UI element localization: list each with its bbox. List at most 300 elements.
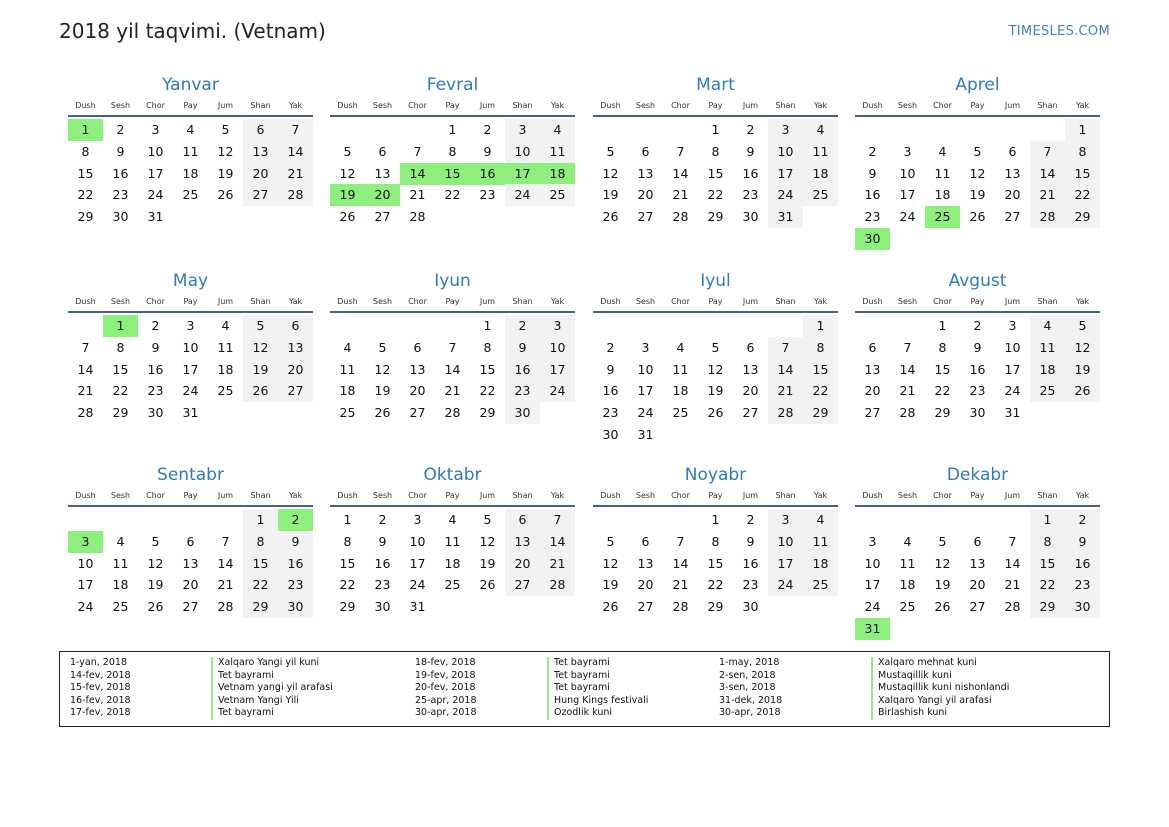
- legend-date: 25-apr, 2018: [415, 694, 477, 706]
- weekday-label: Chor: [671, 297, 690, 306]
- day-cell: 13: [637, 165, 654, 181]
- day-cell: 10: [899, 165, 916, 181]
- day-cell: 27: [742, 405, 759, 421]
- weekday-label: Pay: [708, 297, 723, 306]
- day-cell: 30: [112, 209, 129, 225]
- weekday-label: Jum: [1004, 297, 1021, 306]
- legend-date: 15-fev, 2018: [70, 682, 131, 694]
- day-cell: 16: [147, 361, 164, 377]
- day-cell: 15: [707, 165, 724, 181]
- day-cell: 27: [637, 209, 654, 225]
- day-cell: 1: [938, 318, 947, 333]
- weekday-label: Sesh: [110, 491, 131, 500]
- day-cell: 22: [479, 383, 496, 399]
- day-cell: 20: [182, 577, 199, 593]
- day-cell: 27: [637, 599, 654, 615]
- legend-date: 30-apr, 2018: [415, 707, 477, 719]
- day-cell: 6: [413, 339, 422, 355]
- weekday-header: [330, 297, 575, 313]
- weekday-label: Shan: [512, 491, 533, 500]
- day-cell: 11: [803, 531, 838, 553]
- day-cell: 9: [868, 165, 877, 181]
- day-cell: 7: [448, 339, 457, 355]
- legend-date: 20-fev, 2018: [415, 682, 476, 694]
- day-cell: 1: [1065, 119, 1100, 141]
- weekday-label: Jum: [742, 297, 759, 306]
- weekday-label: Pay: [183, 491, 198, 500]
- day-cell: 10: [540, 337, 575, 359]
- month-name: Avgust: [948, 271, 1007, 291]
- weekday-label: Jum: [479, 101, 496, 110]
- weekday-header: [68, 101, 313, 117]
- day-cell: 19: [243, 359, 278, 381]
- day-cell: 24: [637, 405, 654, 421]
- month-name: Mart: [696, 75, 735, 95]
- day-cell: 20: [278, 359, 313, 381]
- day-cell: 29: [479, 405, 496, 421]
- day-cell: 24: [182, 383, 199, 399]
- day-cell: 30: [969, 405, 986, 421]
- day-cell: 16: [864, 187, 881, 203]
- weekday-label: Dush: [600, 491, 621, 500]
- day-cell: 17: [899, 187, 916, 203]
- day-cell: 27: [969, 599, 986, 615]
- weekday-label: Dush: [600, 101, 621, 110]
- holiday-cell: 2: [278, 509, 313, 531]
- day-cell: 17: [147, 165, 164, 181]
- day-cell: 14: [540, 531, 575, 553]
- legend-dates-col-3: [719, 657, 782, 720]
- day-cell: 10: [505, 141, 540, 163]
- day-cell: 3: [1008, 318, 1017, 333]
- day-cell: 30: [374, 599, 391, 615]
- day-cell: 19: [602, 187, 619, 203]
- day-cell: 2: [1065, 509, 1100, 531]
- day-cell: 9: [505, 337, 540, 359]
- month-name: Oktabr: [423, 465, 482, 485]
- day-cell: 20: [243, 163, 278, 185]
- day-cell: 23: [112, 187, 129, 203]
- day-cell: 22: [77, 187, 94, 203]
- day-cell: 12: [147, 555, 164, 571]
- day-cell: 16: [742, 555, 759, 571]
- day-cell: 6: [378, 143, 387, 159]
- day-cell: 13: [1004, 165, 1021, 181]
- day-cell: 9: [483, 143, 492, 159]
- weekday-label: Chor: [408, 101, 427, 110]
- weekday-header: [330, 101, 575, 117]
- day-cell: 1: [243, 509, 278, 531]
- weekday-header: [593, 101, 838, 117]
- weekday-label: Chor: [933, 297, 952, 306]
- day-cell: 11: [803, 141, 838, 163]
- day-cell: 18: [182, 165, 199, 181]
- weekday-label: Chor: [146, 491, 165, 500]
- weekday-label: Pay: [183, 101, 198, 110]
- day-cell: 30: [147, 405, 164, 421]
- day-cell: 8: [448, 143, 457, 159]
- day-cell: 6: [505, 509, 540, 531]
- weekday-label: Dush: [75, 297, 96, 306]
- weekday-label: Yak: [813, 491, 828, 500]
- day-cell: 22: [112, 383, 129, 399]
- day-cell: 12: [479, 533, 496, 549]
- day-cell: 25: [217, 383, 234, 399]
- day-cell: 16: [374, 555, 391, 571]
- day-cell: 29: [1030, 596, 1065, 618]
- day-cell: 26: [147, 599, 164, 615]
- weekday-label: Chor: [933, 101, 952, 110]
- day-cell: 7: [676, 143, 685, 159]
- weekday-label: Shan: [250, 491, 271, 500]
- weekday-label: Pay: [445, 491, 460, 500]
- day-cell: 5: [711, 339, 720, 355]
- holiday-cell: 17: [505, 163, 540, 185]
- day-cell: 5: [973, 143, 982, 159]
- day-cell: 5: [221, 122, 230, 137]
- day-cell: 24: [768, 184, 803, 206]
- day-cell: 26: [602, 599, 619, 615]
- day-cell: 31: [1004, 405, 1021, 421]
- day-cell: 21: [672, 577, 689, 593]
- legend-holiday: Tet bayrami: [218, 707, 274, 719]
- holiday-cell: 16: [470, 163, 505, 185]
- day-cell: 23: [374, 577, 391, 593]
- legend-date: 18-fev, 2018: [415, 657, 476, 668]
- weekday-label: Jum: [479, 297, 496, 306]
- weekday-label: Yak: [288, 297, 303, 306]
- weekday-label: Sesh: [110, 101, 131, 110]
- day-cell: 2: [151, 318, 160, 333]
- month-name: Noyabr: [684, 465, 747, 485]
- weekday-label: Chor: [408, 297, 427, 306]
- legend-holiday: Ozodlik kuni: [554, 707, 612, 719]
- day-cell: 27: [1004, 209, 1021, 225]
- month-aprel: [855, 75, 1100, 275]
- day-cell: 8: [711, 533, 720, 549]
- weekday-label: Sesh: [635, 491, 656, 500]
- day-cell: 10: [637, 361, 654, 377]
- holiday-cell: 20: [365, 184, 400, 206]
- day-cell: 19: [217, 165, 234, 181]
- day-cell: 1: [803, 315, 838, 337]
- day-cell: 2: [746, 122, 755, 137]
- holiday-cell: 1: [68, 119, 103, 141]
- day-cell: 31: [637, 427, 654, 442]
- month-fevral: [330, 75, 575, 275]
- day-cell: 13: [182, 555, 199, 571]
- month-name: Sentabr: [157, 465, 224, 485]
- day-cell: 13: [278, 337, 313, 359]
- weekday-label: Pay: [708, 491, 723, 500]
- weekday-label: Pay: [970, 297, 985, 306]
- day-cell: 13: [374, 165, 391, 181]
- day-cell: 28: [768, 402, 803, 424]
- day-cell: 4: [221, 318, 230, 333]
- day-cell: 21: [444, 383, 461, 399]
- day-cell: 1: [448, 122, 457, 137]
- weekday-header: [68, 491, 313, 507]
- day-cell: 14: [77, 361, 94, 377]
- day-cell: 12: [243, 337, 278, 359]
- day-cell: 2: [746, 512, 755, 527]
- day-cell: 19: [1065, 359, 1100, 381]
- day-cell: 13: [969, 555, 986, 571]
- day-cell: 17: [77, 577, 94, 593]
- month-mart: [593, 75, 838, 275]
- day-cell: 25: [803, 184, 838, 206]
- legend-holiday: Mustaqillik kuni nishonlandi: [878, 682, 1010, 694]
- day-cell: 25: [540, 184, 575, 206]
- day-cell: 26: [243, 380, 278, 402]
- day-cell: 22: [339, 577, 356, 593]
- month-sentabr: [68, 465, 313, 665]
- day-cell: 4: [343, 339, 352, 355]
- day-cell: 14: [672, 165, 689, 181]
- day-cell: 14: [768, 359, 803, 381]
- legend-holiday: Vetnam yangi yil arafasi: [218, 682, 333, 694]
- weekday-label: Chor: [671, 491, 690, 500]
- day-cell: 4: [116, 533, 125, 549]
- holiday-cell: 18: [540, 163, 575, 185]
- day-cell: 15: [112, 361, 129, 377]
- day-cell: 28: [672, 599, 689, 615]
- day-cell: 21: [409, 187, 426, 203]
- weekday-label: Yak: [288, 491, 303, 500]
- day-cell: 18: [1030, 359, 1065, 381]
- legend-holiday: Birlashish kuni: [878, 707, 948, 719]
- day-cell: 22: [243, 574, 278, 596]
- day-cell: 12: [217, 143, 234, 159]
- day-cell: 29: [77, 209, 94, 225]
- day-cell: 15: [243, 553, 278, 575]
- day-cell: 20: [1004, 187, 1021, 203]
- day-cell: 27: [505, 574, 540, 596]
- legend-dates-col-1: [70, 657, 131, 720]
- day-cell: 18: [803, 553, 838, 575]
- day-cell: 30: [742, 599, 759, 615]
- day-cell: 28: [444, 405, 461, 421]
- day-cell: 20: [409, 383, 426, 399]
- day-cell: 6: [641, 143, 650, 159]
- weekday-label: Dush: [75, 491, 96, 500]
- day-cell: 7: [1008, 533, 1017, 549]
- day-cell: 23: [505, 380, 540, 402]
- legend-holiday: Xalqaro Yangi yil arafasi: [878, 694, 992, 706]
- day-cell: 23: [742, 577, 759, 593]
- day-cell: 29: [1065, 206, 1100, 228]
- weekday-label: Yak: [1075, 101, 1090, 110]
- day-cell: 30: [742, 209, 759, 225]
- weekday-label: Chor: [671, 101, 690, 110]
- day-cell: 5: [938, 533, 947, 549]
- day-cell: 27: [278, 380, 313, 402]
- day-cell: 18: [339, 383, 356, 399]
- day-cell: 19: [479, 555, 496, 571]
- month-name: Fevral: [426, 75, 479, 95]
- weekday-label: Sesh: [635, 297, 656, 306]
- day-cell: 14: [899, 361, 916, 377]
- day-cell: 17: [637, 383, 654, 399]
- day-cell: 28: [540, 574, 575, 596]
- day-cell: 10: [864, 555, 881, 571]
- weekday-label: Shan: [512, 101, 533, 110]
- day-cell: 8: [243, 531, 278, 553]
- day-cell: 29: [934, 405, 951, 421]
- day-cell: 14: [278, 141, 313, 163]
- day-cell: 6: [243, 119, 278, 141]
- day-cell: 19: [602, 577, 619, 593]
- day-cell: 26: [934, 599, 951, 615]
- day-cell: 10: [147, 143, 164, 159]
- weekday-label: Pay: [445, 297, 460, 306]
- day-cell: 22: [707, 187, 724, 203]
- day-cell: 3: [768, 119, 803, 141]
- weekday-label: Jum: [479, 491, 496, 500]
- weekday-label: Sesh: [110, 297, 131, 306]
- day-cell: 6: [868, 339, 877, 355]
- weekday-label: Shan: [512, 297, 533, 306]
- day-cell: 31: [182, 405, 199, 421]
- holiday-cell: 31: [855, 618, 890, 640]
- weekday-label: Jum: [217, 491, 234, 500]
- day-cell: 14: [444, 361, 461, 377]
- day-cell: 21: [217, 577, 234, 593]
- month-dekabr: [855, 465, 1100, 665]
- day-cell: 23: [278, 574, 313, 596]
- day-cell: 26: [217, 187, 234, 203]
- day-cell: 14: [1030, 163, 1065, 185]
- day-cell: 1: [711, 122, 720, 137]
- legend-holiday: Tet bayrami: [554, 669, 610, 681]
- day-cell: 4: [1030, 315, 1065, 337]
- day-cell: 15: [934, 361, 951, 377]
- day-cell: 17: [182, 361, 199, 377]
- weekday-label: Jum: [742, 491, 759, 500]
- weekday-label: Yak: [288, 101, 303, 110]
- day-cell: 4: [938, 143, 947, 159]
- day-cell: 15: [1030, 553, 1065, 575]
- legend-holiday: Tet bayrami: [218, 669, 274, 681]
- legend-date: 1-yan, 2018: [70, 657, 127, 668]
- day-cell: 30: [1065, 596, 1100, 618]
- day-cell: 28: [1004, 599, 1021, 615]
- day-cell: 10: [77, 555, 94, 571]
- day-cell: 23: [969, 383, 986, 399]
- day-cell: 11: [540, 141, 575, 163]
- month-iyul: [593, 271, 838, 471]
- day-cell: 18: [444, 555, 461, 571]
- day-cell: 18: [112, 577, 129, 593]
- day-cell: 11: [217, 339, 234, 355]
- day-cell: 28: [217, 599, 234, 615]
- day-cell: 9: [746, 143, 755, 159]
- day-cell: 12: [1065, 337, 1100, 359]
- day-cell: 8: [711, 143, 720, 159]
- weekday-label: Pay: [970, 491, 985, 500]
- legend-holiday: Hung Kings festivali: [554, 694, 649, 706]
- month-name: May: [172, 271, 209, 291]
- day-cell: 2: [606, 339, 615, 355]
- weekday-label: Sesh: [372, 297, 393, 306]
- day-cell: 16: [969, 361, 986, 377]
- month-name: Iyul: [700, 271, 731, 291]
- weekday-label: Dush: [337, 491, 358, 500]
- day-cell: 27: [864, 405, 881, 421]
- day-cell: 31: [409, 599, 426, 615]
- weekday-label: Shan: [1037, 101, 1058, 110]
- day-cell: 8: [803, 337, 838, 359]
- day-cell: 15: [707, 555, 724, 571]
- day-cell: 1: [343, 512, 352, 527]
- day-cell: 14: [672, 555, 689, 571]
- day-cell: 28: [77, 405, 94, 421]
- weekday-label: Dush: [862, 101, 883, 110]
- day-cell: 26: [339, 209, 356, 225]
- month-name: Dekabr: [946, 465, 1009, 485]
- site-brand[interactable]: TIMESLES.COM: [1008, 24, 1110, 39]
- day-cell: 21: [77, 383, 94, 399]
- day-cell: 26: [602, 209, 619, 225]
- legend-names-col-1: [211, 657, 333, 720]
- day-cell: 29: [243, 596, 278, 618]
- day-cell: 30: [505, 402, 540, 424]
- day-cell: 10: [768, 531, 803, 553]
- day-cell: 21: [899, 383, 916, 399]
- legend-holiday: Vetnam Yangi Yili: [218, 694, 299, 706]
- day-cell: 18: [217, 361, 234, 377]
- day-cell: 18: [934, 187, 951, 203]
- day-cell: 17: [864, 577, 881, 593]
- weekday-label: Jum: [742, 101, 759, 110]
- day-cell: 4: [448, 512, 457, 527]
- legend-date: 2-sen, 2018: [719, 669, 776, 681]
- weekday-label: Dush: [862, 491, 883, 500]
- day-cell: 13: [505, 531, 540, 553]
- day-cell: 2: [973, 318, 982, 333]
- day-cell: 18: [672, 383, 689, 399]
- day-cell: 20: [969, 577, 986, 593]
- weekday-label: Sesh: [897, 491, 918, 500]
- day-cell: 11: [672, 361, 689, 377]
- day-cell: 29: [707, 599, 724, 615]
- day-cell: 5: [243, 315, 278, 337]
- day-cell: 11: [444, 533, 461, 549]
- day-cell: 21: [540, 553, 575, 575]
- day-cell: 24: [505, 184, 540, 206]
- day-cell: 1: [711, 512, 720, 527]
- weekday-label: Chor: [146, 297, 165, 306]
- day-cell: 29: [339, 599, 356, 615]
- day-cell: 8: [116, 339, 125, 355]
- day-cell: 24: [77, 599, 94, 615]
- day-cell: 7: [413, 143, 422, 159]
- day-cell: 4: [676, 339, 685, 355]
- day-cell: 24: [864, 599, 881, 615]
- day-cell: 22: [803, 380, 838, 402]
- day-cell: 25: [672, 405, 689, 421]
- day-cell: 7: [768, 337, 803, 359]
- day-cell: 3: [186, 318, 195, 333]
- day-cell: 13: [409, 361, 426, 377]
- month-yanvar: [68, 75, 313, 275]
- day-cell: 15: [339, 555, 356, 571]
- day-cell: 16: [278, 553, 313, 575]
- weekday-header: [855, 491, 1100, 507]
- day-cell: 24: [540, 380, 575, 402]
- weekday-header: [330, 491, 575, 507]
- day-cell: 12: [602, 165, 619, 181]
